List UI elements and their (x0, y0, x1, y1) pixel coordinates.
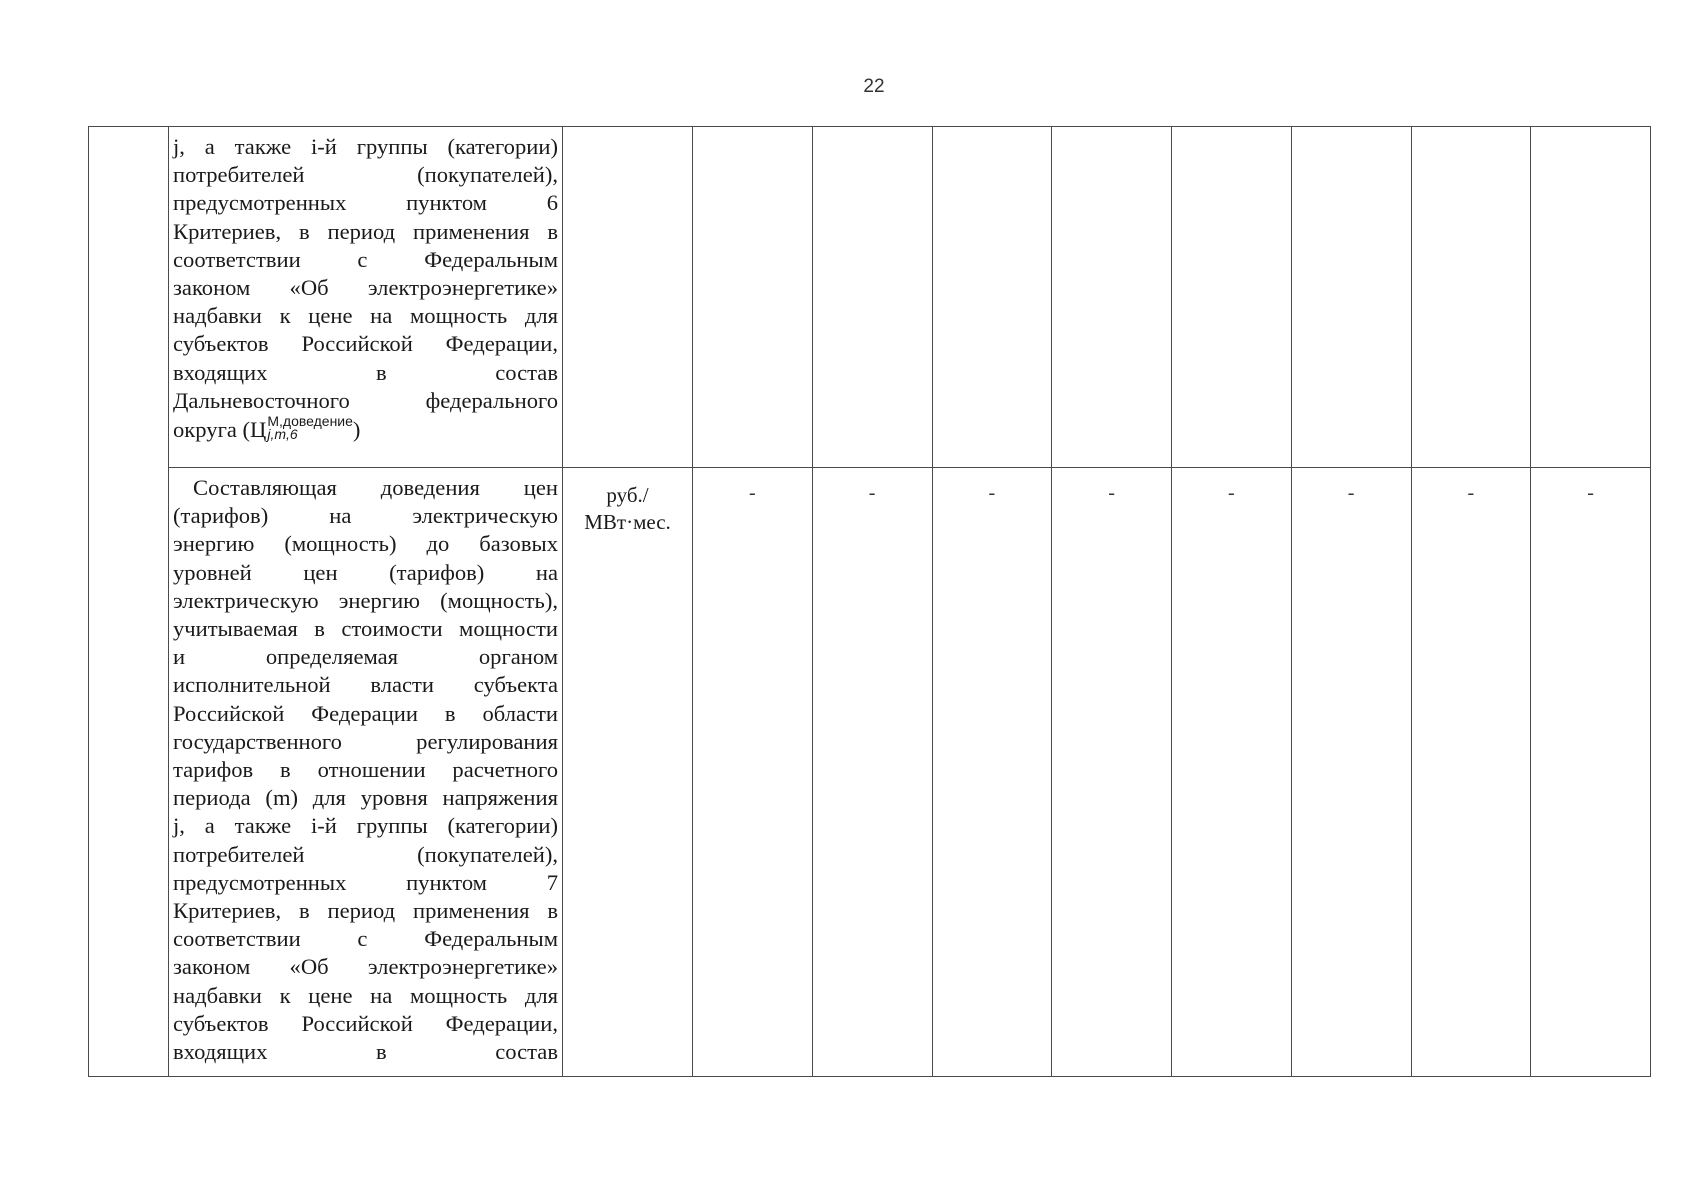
value-text (1052, 127, 1171, 141)
description-line: уровней цен (тарифов) на (173, 559, 558, 585)
description-line: (тарифов) на электрическую (173, 503, 558, 529)
description-line: исполнительной власти субъекта (173, 672, 558, 698)
description-line: надбавки к цене на мощность для (173, 982, 558, 1008)
description-line: Критериев, в период применения в (173, 898, 558, 924)
description-text (169, 468, 562, 1066)
value-cell (1291, 468, 1411, 1077)
description-line: электрическую энергию (мощность), (173, 587, 558, 613)
description-line: входящих в состав (173, 1039, 558, 1065)
description-line: надбавки к цене на мощность для (173, 303, 558, 329)
description-line: Составляющая доведения цен (193, 475, 558, 500)
value-cell (693, 127, 813, 468)
description-line: предусмотренных пунктом 6 (173, 190, 558, 216)
value-text: - (749, 482, 756, 504)
value-text: - (1467, 482, 1475, 504)
value-cell (812, 468, 932, 1077)
value-text (1172, 127, 1291, 141)
formula-line (173, 415, 558, 444)
value-cell (1411, 127, 1531, 468)
value-text (1412, 127, 1531, 141)
description-line: соответствии с Федеральным (173, 246, 558, 272)
value-text: - (1228, 482, 1235, 504)
unit-line: руб./ (606, 483, 649, 507)
value-cell (812, 127, 932, 468)
value-cell (1531, 468, 1651, 1077)
formula-prefix: округа (Ц (173, 417, 267, 443)
value-text: - (1587, 482, 1594, 504)
formula-subscript: j,m,6 (267, 426, 298, 443)
description-cell (169, 127, 563, 468)
description-line: потребителей (покупателей), (173, 162, 558, 188)
description-line: законом «Об электроэнергетике» (173, 954, 558, 980)
tariff-table (88, 126, 1651, 1077)
description-line: энергию (мощность) до базовых (173, 531, 558, 557)
value-text (813, 127, 932, 141)
table-row (89, 127, 1651, 468)
description-cell (169, 468, 563, 1077)
value-text (1531, 127, 1650, 141)
value-cell (1172, 468, 1292, 1077)
table-row (89, 468, 1651, 1077)
value-cell (932, 468, 1052, 1077)
description-line: Российской Федерации в области (173, 700, 558, 726)
value-text: - (1108, 482, 1115, 504)
description-line: субъектов Российской Федерации, (173, 1010, 558, 1036)
unit-line: МВт·мес. (584, 510, 671, 534)
description-line: законом «Об электроэнергетике» (173, 275, 558, 301)
value-text: - (1347, 482, 1355, 504)
description-text (169, 127, 562, 444)
unit-text (563, 468, 692, 536)
unit-text (563, 127, 692, 141)
description-line: соответствии с Федеральным (173, 926, 558, 952)
description-line: периода (m) для уровня напряжения (173, 785, 558, 811)
description-line: учитываемая в стоимости мощности (173, 616, 558, 642)
formula-indices (267, 415, 353, 441)
description-line: тарифов в отношении расчетного (173, 757, 558, 783)
value-cell (1052, 127, 1172, 468)
unit-cell (563, 468, 693, 1077)
value-cell (1052, 468, 1172, 1077)
description-line: потребителей (покупателей), (173, 841, 558, 867)
description-line: Критериев, в период применения в (173, 218, 558, 244)
value-cell (1411, 468, 1531, 1077)
description-line: входящих в состав (173, 359, 558, 385)
value-text: - (868, 482, 876, 504)
formula-suffix: ) (352, 417, 361, 443)
value-cell (1291, 127, 1411, 468)
page-number: 22 (863, 76, 885, 97)
description-line: и определяемая органом (173, 644, 558, 670)
value-text: - (988, 482, 996, 504)
value-cell (693, 468, 813, 1077)
description-line: j, а также i-й группы (категории) (173, 134, 558, 159)
row-number-cell (89, 127, 169, 1077)
value-cell (1172, 127, 1292, 468)
description-line: Дальневосточного федерального (173, 387, 558, 413)
value-text (693, 127, 812, 141)
formula-superscript: М,доведение (267, 413, 353, 430)
value-text (933, 127, 1052, 141)
description-line: предусмотренных пунктом 7 (173, 869, 558, 895)
value-text (1292, 127, 1411, 141)
description-line: субъектов Российской Федерации, (173, 331, 558, 357)
unit-cell (563, 127, 693, 468)
value-cell (932, 127, 1052, 468)
value-cell (1531, 127, 1651, 468)
description-line: j, а также i-й группы (категории) (173, 813, 558, 839)
description-line: государственного регулирования (173, 728, 558, 754)
